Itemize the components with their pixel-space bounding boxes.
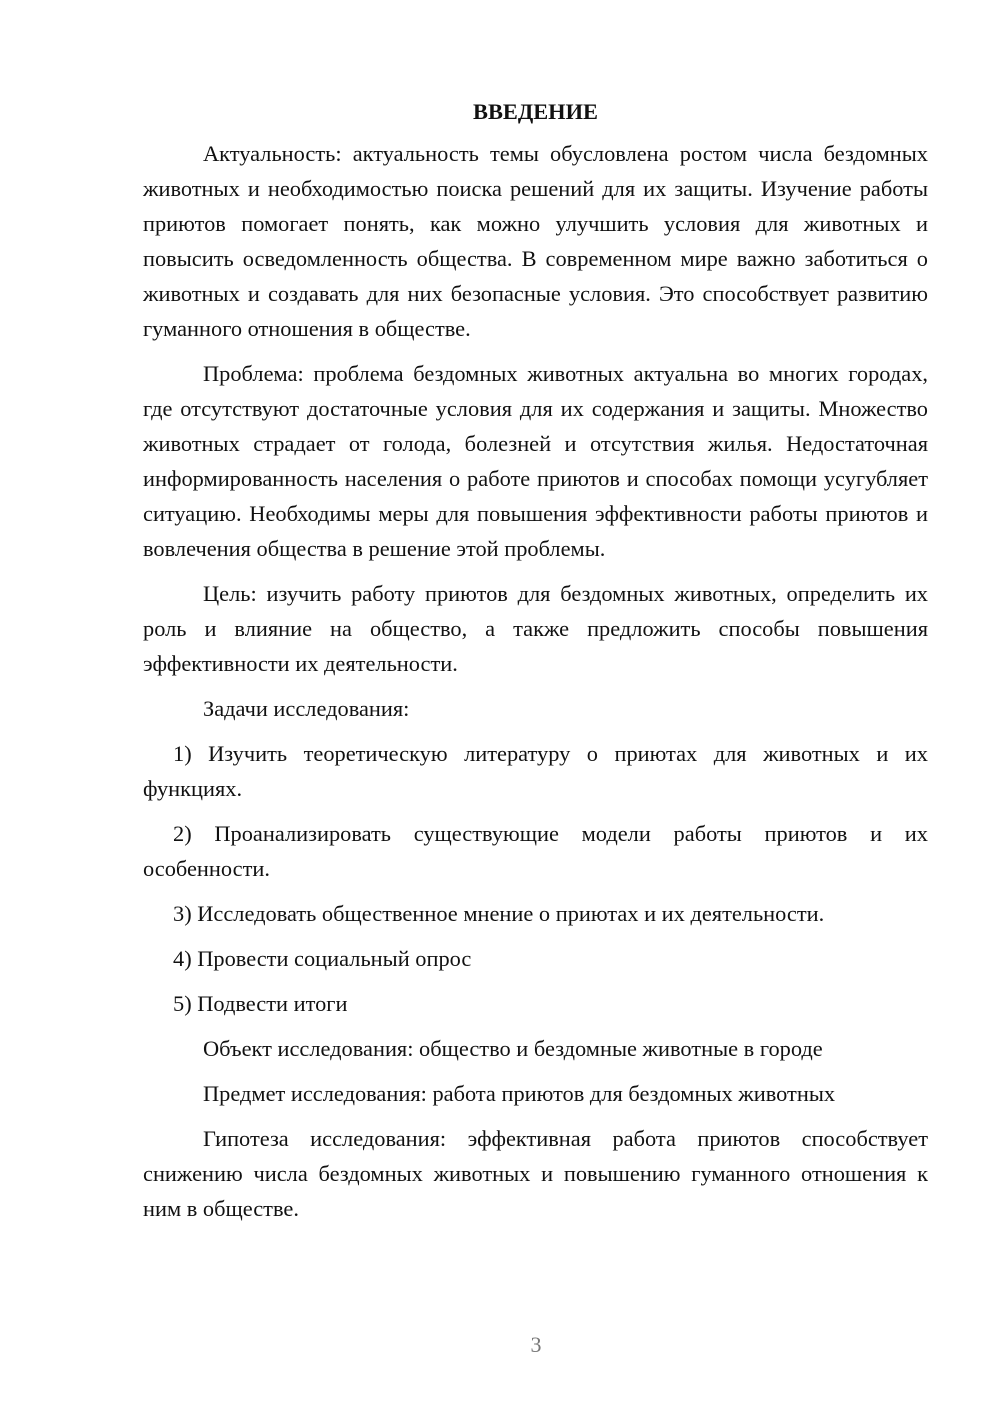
tasks-heading: Задачи исследования: [203,696,410,721]
task-item-3: 3) Исследовать общественное мнение о приютах и их деятельности. [173,901,825,926]
hypothesis-paragraph: Гипотеза исследования: эффективная работа приютов способствует снижению числа бездомных животных и повышению гуманного отношения к ним в обществе. [143,1126,928,1221]
task-item-1: 1) Изучить теоретическую литературу о приютах для животных и их функциях. [143,741,928,801]
task-item-2: 2) Проанализировать существующие модели работы приютов и их особенности. [143,821,928,881]
goal-paragraph: Цель: изучить работу приютов для бездомных животных, определить их роль и влияние на общество, а также предложить способы повышения эффективности их деятельности. [143,581,928,676]
subject-paragraph: Предмет исследования: работа приютов для бездомных животных [203,1081,836,1106]
task-item-5: 5) Подвести итоги [173,991,348,1016]
relevance-paragraph: Актуальность: актуальность темы обусловлена ростом числа бездомных животных и необходимостью поиска решений для их защиты. Изучение работы приютов помогает понять, как можно улучшить условия для животных и повысить осведомленность общества. В современном мире важно заботиться о животных и создавать для них безопасные условия. Это способствует развитию гуманного отношения в обществе. [143,141,928,341]
page-number: 3 [530,1332,542,1357]
document-page [143,94,928,1236]
page-title: ВВЕДЕНИЕ [473,99,598,124]
object-paragraph: Объект исследования: общество и бездомные животные в городе [203,1036,823,1061]
problem-paragraph: Проблема: проблема бездомных животных актуальна во многих городах, где отсутствуют достаточные условия для их содержания и защиты. Множество животных страдает от голода, болезней и отсутствия жилья. Недостаточная информированность населения о работе приютов и способах помощи усугубляет ситуацию. Необходимы меры для повышения эффективности работы приютов и вовлечения общества в решение этой проблемы. [143,361,928,561]
task-item-4: 4) Провести социальный опрос [173,946,472,971]
